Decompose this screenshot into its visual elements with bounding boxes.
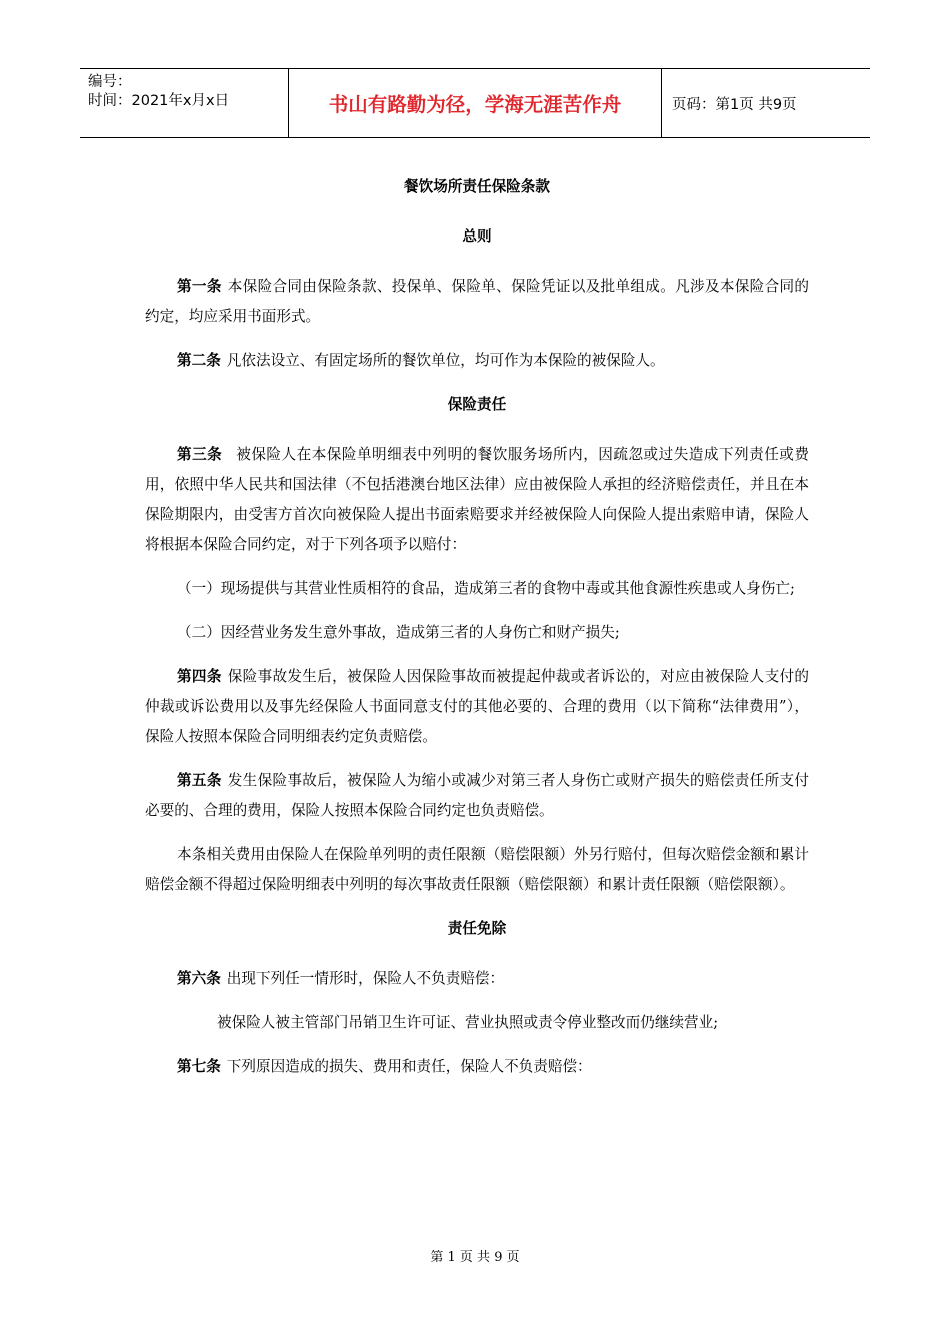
doc-number-label: 编号： bbox=[88, 74, 132, 90]
page-footer: 第 1 页 共 9 页 bbox=[430, 1250, 520, 1265]
article-4-label: 第四条 bbox=[177, 668, 222, 685]
article-1-text: 本保险合同由保险条款、投保单、保险单、保险凭证以及批单组成。凡涉及本保险合同的约定，均应采用书面形式。 bbox=[145, 278, 809, 325]
section-heading-general: 总则 bbox=[462, 228, 492, 245]
article-5-label: 第五条 bbox=[177, 772, 222, 789]
article-6-text: 出现下列任一情形时，保险人不负责赔偿： bbox=[226, 970, 505, 987]
article-4 bbox=[145, 662, 809, 752]
article-5 bbox=[145, 766, 809, 826]
article-2-label: 第二条 bbox=[177, 352, 221, 369]
article-7 bbox=[145, 1052, 809, 1082]
article-3 bbox=[145, 440, 809, 560]
article-2-text: 凡依法设立、有固定场所的餐饮单位，均可作为本保险的被保险人。 bbox=[226, 352, 665, 369]
article-3-item-1: （一）现场提供与其营业性质相符的食品，造成第三者的食物中毒或其他食源性疾患或人身伤亡; bbox=[177, 580, 795, 597]
article-3-label: 第三条 bbox=[177, 446, 223, 463]
document-body bbox=[145, 172, 809, 1096]
article-2 bbox=[145, 346, 809, 376]
article-3-text: 被保险人在本保险单明细表中列明的餐饮服务场所内，因疏忽或过失造成下列责任或费用，依照中华人民共和国法律（不包括港澳台地区法律）应由被保险人承担的经济赔偿责任，并且在本保险期限内，由受害方首次向被保险人提出书面索赔要求并经被保险人向保险人提出索赔申请，保险人将根据本保险合同约定，对于下列各项予以赔付： bbox=[145, 446, 809, 553]
section-heading-liability: 保险责任 bbox=[447, 396, 507, 413]
article-5-text: 发生保险事故后，被保险人为缩小或减少对第三者人身伤亡或财产损失的赔偿责任所支付必要的、合理的费用，保险人按照本保险合同约定也负责赔偿。 bbox=[145, 772, 809, 819]
article-6 bbox=[145, 964, 809, 994]
article-1-label: 第一条 bbox=[177, 278, 222, 295]
page-header bbox=[80, 68, 870, 138]
doc-time-label: 时间：2021年x月x日 bbox=[88, 93, 230, 109]
article-6-label: 第六条 bbox=[177, 970, 221, 987]
header-motto: 书山有路勤为径，学海无涯苦作舟 bbox=[288, 69, 662, 137]
header-meta bbox=[80, 69, 288, 137]
section-heading-exclusion: 责任免除 bbox=[447, 920, 507, 937]
article-4-text: 保险事故发生后，被保险人因保险事故而被提起仲裁或者诉讼的，对应由被保险人支付的仲裁或诉讼费用以及事先经保险人书面同意支付的其他必要的、合理的费用（以下简称“法律费用”），保险人按照本保险合同明细表约定负责赔偿。 bbox=[145, 668, 809, 745]
article-7-label: 第七条 bbox=[177, 1058, 221, 1075]
article-6-item: 被保险人被主管部门吊销卫生许可证、营业执照或责令停业整改而仍继续营业; bbox=[217, 1014, 719, 1031]
article-1 bbox=[145, 272, 809, 332]
header-page-info: 页码：第1页 共9页 bbox=[672, 96, 797, 113]
article-7-text: 下列原因造成的损失、费用和责任，保险人不负责赔偿： bbox=[226, 1058, 592, 1075]
article-3-item-2: （二）因经营业务发生意外事故，造成第三者的人身伤亡和财产损失; bbox=[177, 624, 620, 641]
article-5-paragraph-2: 本条相关费用由保险人在保险单列明的责任限额（赔偿限额）外另行赔付，但每次赔偿金额和累计赔偿金额不得超过保险明细表中列明的每次事故责任限额（赔偿限额）和累计责任限额（赔偿限额）。 bbox=[145, 846, 809, 893]
document-title: 餐饮场所责任保险条款 bbox=[404, 178, 550, 195]
